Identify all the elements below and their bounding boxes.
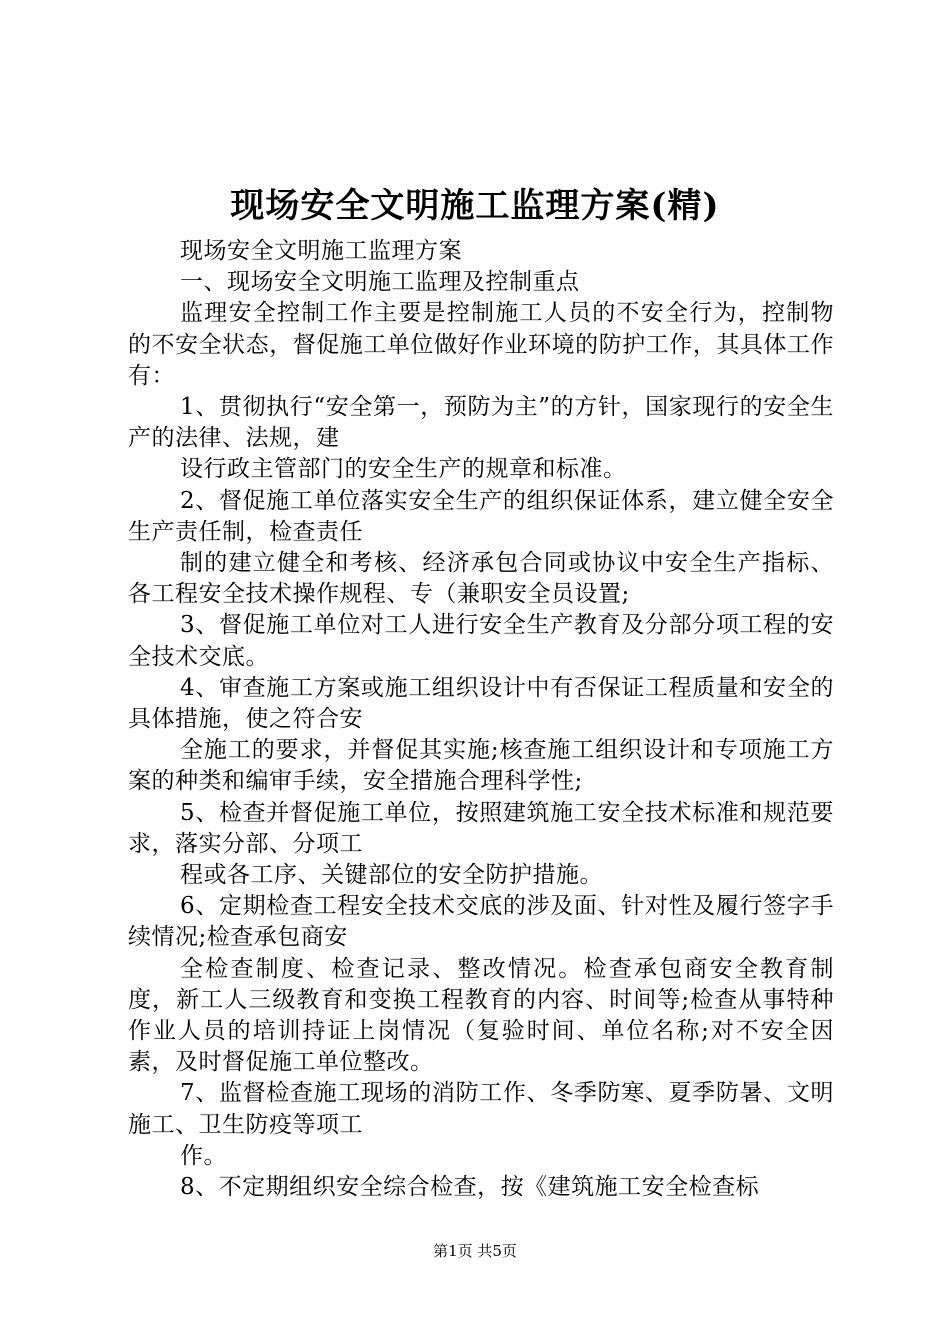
paragraph-item-6-cont: 全检查制度、检查记录、整改情况。检查承包商安全教育制度，新工人三级教育和变换工程教育的内容、时间等;检查从事特种作业人员的培训持证上岗情况（复验时间、单位名称;对不安全因素，及时督促施工单位整改。 <box>128 955 834 1076</box>
page-footer: 第1页 共5页 <box>433 1242 517 1260</box>
paragraph-item-2-cont: 制的建立健全和考核、经济承包合同或协议中安全生产指标、各工程安全技术操作规程、专（兼职安全员设置; <box>128 550 834 608</box>
paragraph-subtitle: 现场安全文明施工监理方案 <box>180 238 462 264</box>
document-body <box>128 236 834 1203</box>
paragraph-section-heading: 一、现场安全文明施工监理及控制重点 <box>180 269 580 296</box>
paragraph-item-4-cont: 全施工的要求，并督促其实施;核查施工组织设计和专项施工方案的种类和编审手续，安全措施合理科学性; <box>128 737 834 795</box>
paragraph-item-6: 6、定期检查工程安全技术交底的涉及面、针对性及履行签字手续情况;检查承包商安 <box>128 893 834 951</box>
paragraph-item-5-cont: 程或各工序、关键部位的安全防护措施。 <box>180 862 603 889</box>
paragraph-item-1: 1、贯彻执行“安全第一，预防为主”的方针，国家现行的安全生产的法律、法规，建 <box>128 394 834 452</box>
paragraph-item-7-cont: 作。 <box>180 1142 227 1169</box>
paragraph-item-5: 5、检查并督促施工单位，按照建筑施工安全技术标准和规范要求，落实分部、分项工 <box>128 799 834 857</box>
paragraph-item-8: 8、不定期组织安全综合检查，按《建筑施工安全检查标 <box>180 1174 760 1201</box>
paragraph-item-4: 4、审查施工方案或施工组织设计中有否保证工程质量和安全的具体措施，使之符合安 <box>128 674 834 733</box>
paragraph-item-3: 3、督促施工单位对工人进行安全生产教育及分部分项工程的安全技术交底。 <box>128 612 834 670</box>
paragraph-item-7: 7、监督检查施工现场的消防工作、冬季防寒、夏季防暑、文明施工、卫生防疫等项工 <box>128 1080 834 1138</box>
paragraph-item-1-cont: 设行政主管部门的安全生产的规章和标准。 <box>180 456 627 483</box>
paragraph-item-2: 2、督促施工单位落实安全生产的组织保证体系，建立健全安全生产责任制，检查责任 <box>128 487 834 545</box>
paragraph-intro: 监理安全控制工作主要是控制施工人员的不安全行为，控制物的不安全状态，督促施工单位做好作业环境的防护工作，其具体工作有： <box>128 300 834 389</box>
page-title: 现场安全文明施工监理方案(精) <box>230 186 720 226</box>
